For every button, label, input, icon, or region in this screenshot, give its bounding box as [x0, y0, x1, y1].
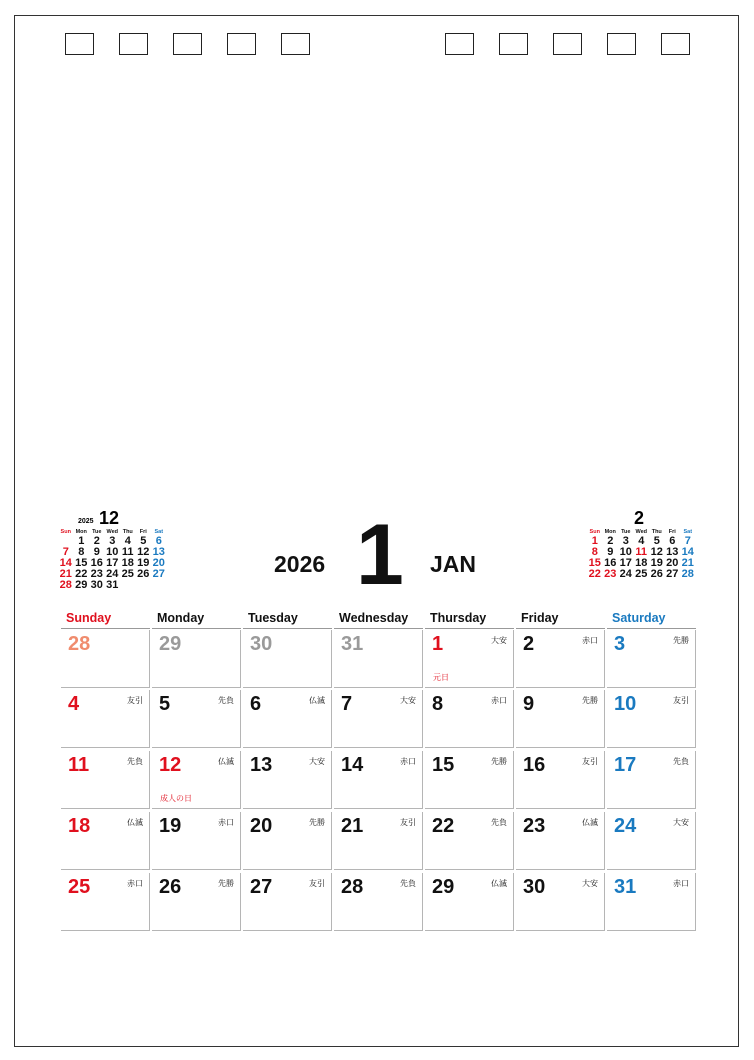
- day-number: 22: [432, 815, 455, 837]
- day-cell: [334, 812, 423, 870]
- punch-box-right: [499, 33, 528, 55]
- day-cell: [61, 690, 150, 748]
- mini-day: 13: [666, 546, 679, 558]
- mini-day: 11: [635, 546, 648, 558]
- mini-day: 24: [619, 568, 632, 580]
- mini-next-month: 2: [634, 508, 645, 528]
- mini-day: 21: [59, 568, 72, 580]
- day-cell: [607, 630, 696, 688]
- day-number: 7: [341, 693, 353, 715]
- mini-day: 9: [93, 546, 100, 558]
- punch-box-left: [173, 33, 202, 55]
- day-number: 28: [68, 633, 91, 655]
- holiday-label: 元日: [433, 673, 449, 682]
- day-number: 6: [250, 693, 262, 715]
- mini-prev-month: 12: [99, 508, 120, 528]
- mini-day: 7: [684, 535, 691, 547]
- punch-box-left: [281, 33, 310, 55]
- day-number: 19: [159, 815, 182, 837]
- rokuyo-label: 赤口: [127, 879, 143, 888]
- mini-day: 19: [137, 557, 150, 569]
- rokuyo-label: 仏滅: [491, 879, 507, 888]
- day-cell: [152, 751, 241, 809]
- punch-box-right: [607, 33, 636, 55]
- weekday-header-friday: Friday: [516, 611, 605, 629]
- rokuyo-label: 大安: [309, 757, 325, 766]
- holiday-label: 成人の日: [160, 794, 192, 803]
- day-cell: [243, 873, 332, 931]
- weekday-header-tuesday: Tuesday: [243, 611, 332, 629]
- day-number: 1: [432, 633, 444, 655]
- punch-box-right: [445, 33, 474, 55]
- day-cell: [61, 751, 150, 809]
- weekday-header-thursday: Thursday: [425, 611, 514, 629]
- mini-day: [151, 580, 167, 591]
- mini-day: 1: [591, 535, 598, 547]
- rokuyo-label: 先勝: [309, 818, 325, 827]
- mini-day: 5: [653, 535, 660, 547]
- mini-day: 8: [78, 546, 85, 558]
- day-number: 29: [159, 633, 182, 655]
- rokuyo-label: 友引: [400, 818, 416, 827]
- mini-weekday-label: Tue: [92, 529, 102, 535]
- rokuyo-label: 先勝: [582, 696, 598, 705]
- day-cell: [425, 812, 514, 870]
- mini-weekday-label: Sun: [60, 529, 71, 535]
- mini-day: [136, 580, 152, 591]
- day-cell: [243, 630, 332, 688]
- rokuyo-label: 先負: [491, 818, 507, 827]
- day-cell: [516, 690, 605, 748]
- mini-day: 20: [152, 557, 165, 569]
- day-cell: [243, 812, 332, 870]
- day-number: 20: [250, 815, 273, 837]
- day-number: 30: [523, 876, 546, 898]
- day-cell: [152, 873, 241, 931]
- day-number: 27: [250, 876, 273, 898]
- rokuyo-label: 友引: [127, 696, 143, 705]
- day-cell: [425, 751, 514, 809]
- day-cell: [334, 873, 423, 931]
- mini-day: 12: [650, 546, 663, 558]
- mini-day: 3: [109, 535, 116, 547]
- rokuyo-label: 友引: [582, 757, 598, 766]
- day-number: 16: [523, 754, 546, 776]
- day-number: 31: [614, 876, 637, 898]
- day-cell: [425, 690, 514, 748]
- mini-weekday-label: Mon: [604, 529, 616, 535]
- mini-weekday-label: Tue: [621, 529, 631, 535]
- rokuyo-label: 友引: [673, 696, 689, 705]
- mini-day: 6: [669, 535, 676, 547]
- rokuyo-label: 大安: [582, 879, 598, 888]
- mini-day: 4: [124, 535, 131, 547]
- day-cell: [516, 751, 605, 809]
- mini-day: 3: [622, 535, 629, 547]
- day-number: 28: [341, 876, 364, 898]
- rokuyo-label: 友引: [309, 879, 325, 888]
- day-number: 4: [68, 693, 80, 715]
- mini-day: 17: [619, 557, 632, 569]
- day-cell: [61, 630, 150, 688]
- mini-day: 29: [75, 579, 88, 591]
- day-cell: [607, 690, 696, 748]
- mini-day: 16: [90, 557, 103, 569]
- weekday-header-wednesday: Wednesday: [334, 611, 423, 629]
- mini-day: [120, 580, 136, 591]
- mini-prev-year: 2025: [78, 518, 94, 525]
- mini-day: 23: [90, 568, 103, 580]
- mini-day: 18: [121, 557, 134, 569]
- day-number: 18: [68, 815, 91, 837]
- rokuyo-label: 赤口: [582, 636, 598, 645]
- mini-day: 7: [62, 546, 69, 558]
- mini-weekday-label: Wed: [635, 529, 647, 535]
- day-cell: [152, 630, 241, 688]
- mini-day: 15: [75, 557, 88, 569]
- rokuyo-label: 仏滅: [127, 818, 143, 827]
- weekday-header-sunday: Sunday: [61, 611, 150, 629]
- day-number: 14: [341, 754, 364, 776]
- day-number: 3: [614, 633, 626, 655]
- mini-day: 23: [604, 568, 617, 580]
- mini-day: 4: [638, 535, 645, 547]
- mini-day: 22: [588, 568, 601, 580]
- day-number: 2: [523, 633, 535, 655]
- day-number: 29: [432, 876, 455, 898]
- mini-day: 28: [681, 568, 694, 580]
- rokuyo-label: 大安: [491, 636, 507, 645]
- mini-day: 20: [666, 557, 679, 569]
- mini-day: 5: [140, 535, 147, 547]
- mini-day: 27: [152, 568, 165, 580]
- mini-weekday-label: Wed: [106, 529, 118, 535]
- mini-weekday-label: Mon: [75, 529, 87, 535]
- day-cell: [334, 690, 423, 748]
- day-number: 30: [250, 633, 273, 655]
- mini-day: 14: [59, 557, 72, 569]
- rokuyo-label: 仏滅: [218, 757, 234, 766]
- mini-day: 2: [93, 535, 100, 547]
- day-cell: [607, 751, 696, 809]
- rokuyo-label: 赤口: [673, 879, 689, 888]
- mini-day: 17: [106, 557, 119, 569]
- mini-day: 1: [78, 535, 85, 547]
- day-cell: [516, 812, 605, 870]
- weekday-header-monday: Monday: [152, 611, 241, 629]
- day-number: 21: [341, 815, 364, 837]
- mini-next-grid: [587, 528, 696, 580]
- punch-box-left: [65, 33, 94, 55]
- mini-day: 8: [591, 546, 598, 558]
- mini-day: 14: [681, 546, 694, 558]
- day-number: 26: [159, 876, 182, 898]
- mini-day: 11: [121, 546, 134, 558]
- day-number: 12: [159, 754, 182, 776]
- day-number: 13: [250, 754, 273, 776]
- day-number: 31: [341, 633, 364, 655]
- mini-day: 21: [681, 557, 694, 569]
- mini-calendar-previous: [58, 510, 168, 591]
- mini-weekday-label: Thu: [651, 529, 662, 535]
- weekday-header-saturday: Saturday: [607, 611, 696, 629]
- mini-prev-grid: [58, 528, 167, 591]
- header-year: 2026: [274, 551, 326, 577]
- day-number: 15: [432, 754, 455, 776]
- rokuyo-label: 先負: [218, 696, 234, 705]
- mini-weekday-label: Sun: [589, 529, 600, 535]
- mini-day: 13: [152, 546, 165, 558]
- day-cell: [152, 812, 241, 870]
- day-cell: [243, 751, 332, 809]
- mini-day: 12: [137, 546, 150, 558]
- rokuyo-label: 先負: [673, 757, 689, 766]
- day-cell: [152, 690, 241, 748]
- day-number: 5: [159, 693, 171, 715]
- mini-day: 9: [607, 546, 614, 558]
- mini-day: 26: [650, 568, 663, 580]
- rokuyo-label: 大安: [400, 696, 416, 705]
- day-cell: [243, 690, 332, 748]
- day-cell: [61, 812, 150, 870]
- day-cell: [607, 873, 696, 931]
- mini-weekday-label: Fri: [668, 529, 676, 535]
- punch-box-left: [227, 33, 256, 55]
- mini-weekday-label: Fri: [139, 529, 147, 535]
- day-cell: [425, 873, 514, 931]
- rokuyo-label: 先勝: [491, 757, 507, 766]
- mini-day: 26: [137, 568, 150, 580]
- day-cell: [334, 751, 423, 809]
- rokuyo-label: 仏滅: [582, 818, 598, 827]
- day-cell: [516, 630, 605, 688]
- rokuyo-label: 仏滅: [309, 696, 325, 705]
- day-number: 17: [614, 754, 637, 776]
- mini-day: 6: [155, 535, 162, 547]
- mini-day: 22: [75, 568, 88, 580]
- rokuyo-label: 赤口: [400, 757, 416, 766]
- mini-day: 18: [635, 557, 648, 569]
- mini-weekday-label: Sat: [683, 529, 693, 535]
- mini-day: 31: [106, 579, 119, 591]
- mini-day: 2: [607, 535, 614, 547]
- header-month-name: JAN: [430, 551, 477, 577]
- mini-weekday-label: Sat: [154, 529, 164, 535]
- mini-day: 25: [635, 568, 648, 580]
- mini-day: 10: [106, 546, 119, 558]
- day-cell: [61, 873, 150, 931]
- mini-day: 27: [666, 568, 679, 580]
- rokuyo-label: 赤口: [491, 696, 507, 705]
- rokuyo-label: 先負: [127, 757, 143, 766]
- punch-box-left: [119, 33, 148, 55]
- rokuyo-label: 先勝: [673, 636, 689, 645]
- mini-day: 28: [59, 579, 72, 591]
- rokuyo-label: 先勝: [218, 879, 234, 888]
- mini-day: 24: [106, 568, 119, 580]
- punch-box-right: [661, 33, 690, 55]
- mini-day: 10: [619, 546, 632, 558]
- day-number: 24: [614, 815, 637, 837]
- punch-box-right: [553, 33, 582, 55]
- mini-day: 19: [650, 557, 663, 569]
- rokuyo-label: 大安: [673, 818, 689, 827]
- mini-day: 30: [90, 579, 103, 591]
- mini-day: 25: [121, 568, 134, 580]
- day-number: 8: [432, 693, 444, 715]
- day-cell: [425, 630, 514, 688]
- rokuyo-label: 先負: [400, 879, 416, 888]
- mini-weekday-label: Thu: [122, 529, 133, 535]
- day-cell: [334, 630, 423, 688]
- day-number: 23: [523, 815, 546, 837]
- header-month-number: 1: [356, 507, 404, 603]
- mini-day: 15: [588, 557, 601, 569]
- day-cell: [516, 873, 605, 931]
- day-number: 11: [68, 754, 90, 776]
- mini-calendar-next: [587, 510, 697, 580]
- day-cell: [607, 812, 696, 870]
- mini-day: 16: [604, 557, 617, 569]
- day-number: 10: [614, 693, 637, 715]
- rokuyo-label: 赤口: [218, 818, 234, 827]
- day-number: 25: [68, 876, 91, 898]
- day-number: 9: [523, 693, 535, 715]
